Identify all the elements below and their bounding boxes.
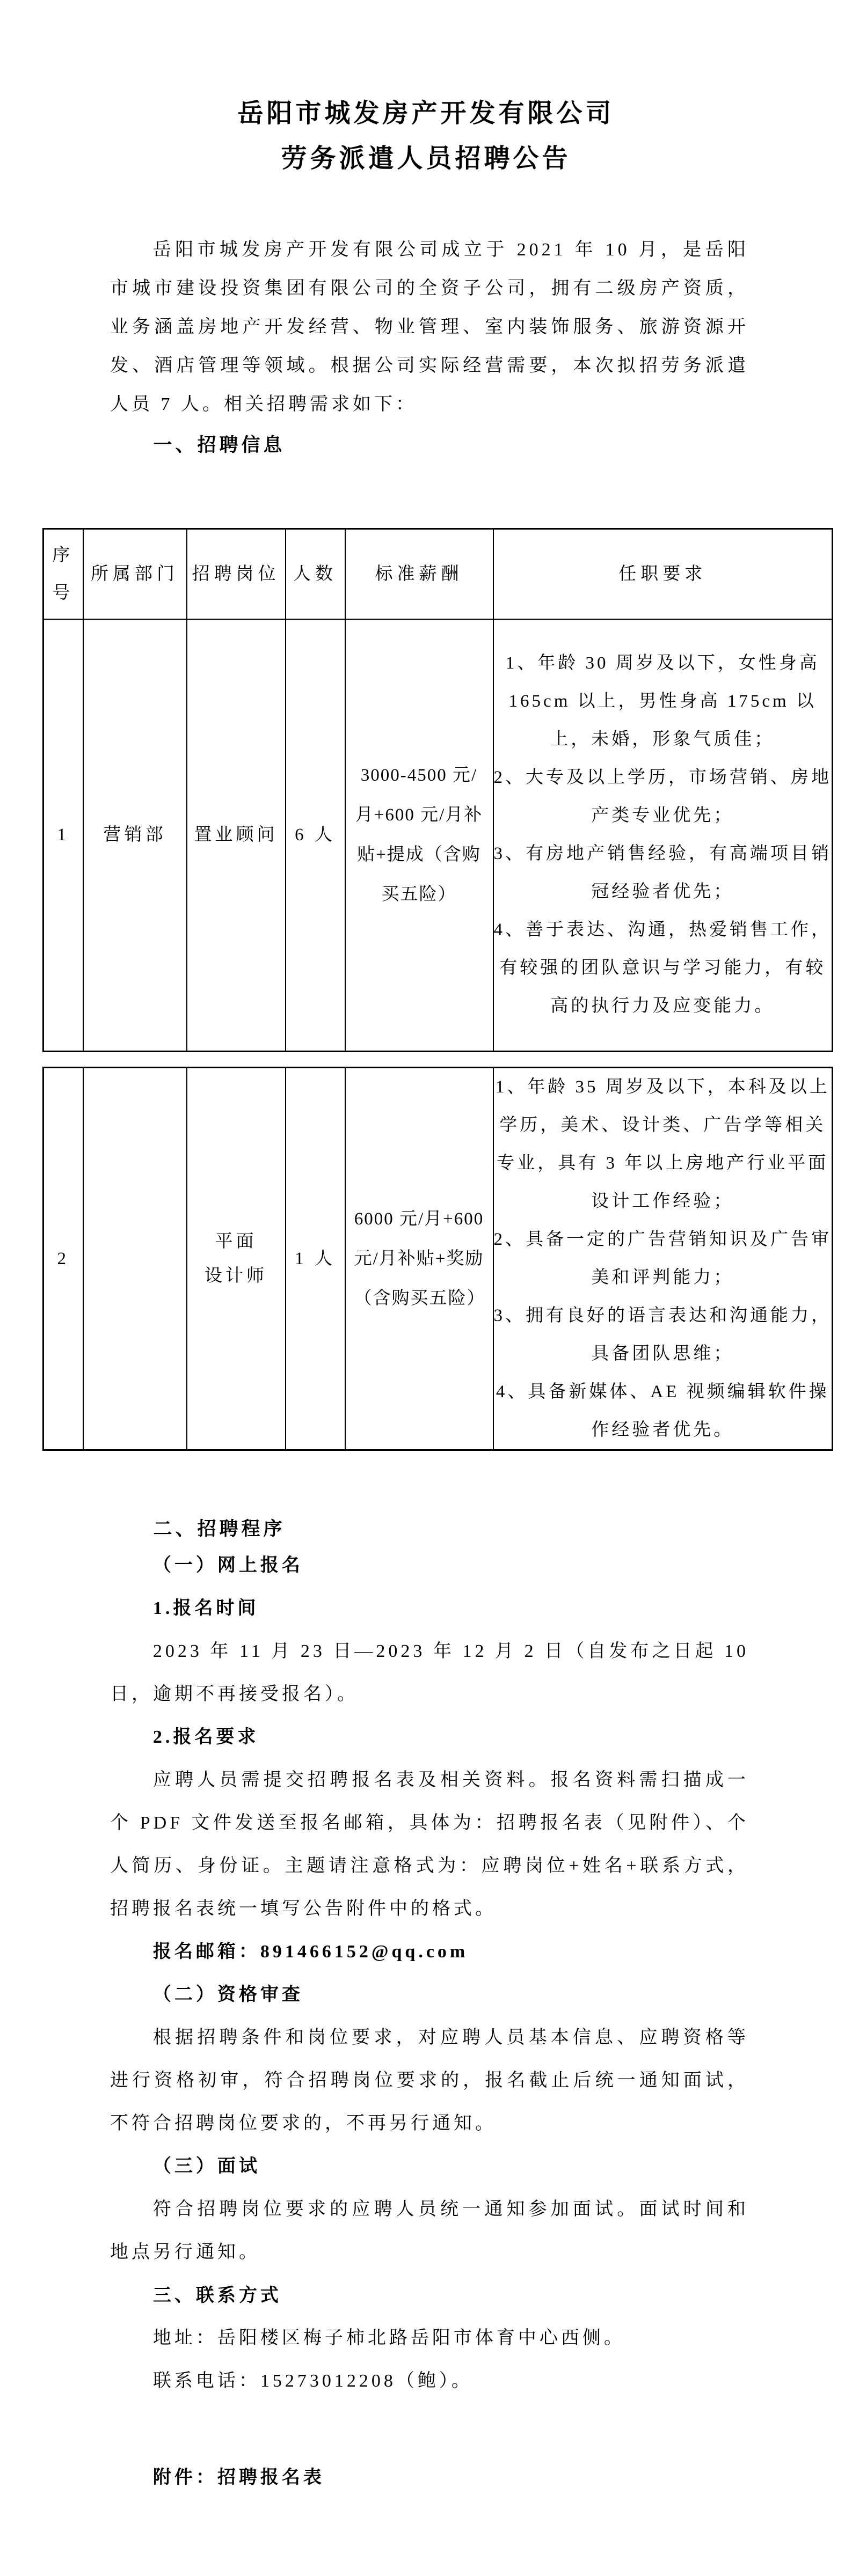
section-contact-heading: 三、联系方式 bbox=[152, 2285, 282, 2306]
cell-salary: 3000-4500 元/月+600 元/月补贴+提成（含购买五险） bbox=[345, 619, 493, 1052]
col-header-seq: 序号 bbox=[43, 529, 83, 619]
subheading-interview: （三）面试 bbox=[152, 2156, 260, 2176]
contact-address: 地址：岳阳楼区梅子柿北路岳阳市体育中心西侧。 bbox=[152, 2328, 625, 2348]
col-header-position: 招聘岗位 bbox=[187, 529, 286, 619]
table-row-2 bbox=[43, 1068, 833, 1450]
requirement-item: 4、善于表达、沟通，热爱销售工作，有较强的团队意识与学习能力，有较高的执行力及应变能力。 bbox=[493, 920, 832, 1016]
section-info-heading: 一、招聘信息 bbox=[153, 435, 286, 456]
cell-position: 平面 设计师 bbox=[187, 1068, 286, 1450]
cell-headcount: 6 人 bbox=[286, 619, 345, 1052]
signup-time-text: 2023 年 11 月 23 日—2023 年 12 月 2 日（自发布之日起 10 日，逾期不再接受报名）。 bbox=[110, 1641, 749, 1704]
requirement-item: 2、大专及以上学历，市场营销、房地产类专业优先； bbox=[493, 768, 832, 826]
signup-email-line: 报名邮箱：891466152@qq.com bbox=[152, 1942, 469, 1962]
subheading-signup-requirements: 2.报名要求 bbox=[152, 1727, 259, 1747]
requirement-item: 4、具备新媒体、AE 视频编辑软件操作经验者优先。 bbox=[496, 1382, 829, 1440]
cell-department bbox=[83, 1068, 187, 1450]
interview-text: 符合招聘岗位要求的应聘人员统一通知参加面试。面试时间和地点另行通知。 bbox=[110, 2199, 749, 2262]
cell-requirements bbox=[493, 1068, 833, 1450]
recruitment-table-part2 bbox=[42, 1067, 833, 1451]
cell-requirements bbox=[493, 619, 833, 1052]
col-header-requirements: 任职要求 bbox=[493, 529, 833, 619]
cell-headcount: 1 人 bbox=[286, 1068, 345, 1450]
col-header-salary: 标准薪酬 bbox=[345, 529, 493, 619]
requirement-item: 1、年龄 30 周岁及以下，女性身高 165cm 以上，男性身高 175cm 以上，未婚，形象气质佳； bbox=[505, 654, 820, 750]
cell-seq: 1 bbox=[43, 619, 83, 1052]
contact-phone: 联系电话：15273012208（鲍）。 bbox=[152, 2371, 473, 2391]
col-header-headcount: 人数 bbox=[286, 529, 345, 619]
cell-department: 营销部 bbox=[83, 619, 187, 1052]
table-header-row bbox=[43, 529, 833, 619]
requirement-item: 2、具备一定的广告营销知识及广告审美和评判能力； bbox=[493, 1230, 832, 1287]
subheading-online-signup: （一）网上报名 bbox=[152, 1555, 303, 1575]
requirement-item: 3、有房地产销售经验，有高端项目销冠经验者优先； bbox=[493, 844, 832, 902]
cell-salary: 6000 元/月+600 元/月补贴+奖励（含购买五险） bbox=[345, 1068, 493, 1450]
recruitment-table-part1 bbox=[42, 528, 833, 1052]
section-procedure-heading: 二、招聘程序 bbox=[153, 1518, 286, 1539]
signup-requirements-text: 应聘人员需提交招聘报名表及相关资料。报名资料需扫描成一个 PDF 文件发送至报名邮箱，具体为：招聘报名表（见附件）、个人简历、身份证。主题请注意格式为：应聘岗位+姓名+联系方式，招聘报名表统一填写公告附件中的格式。 bbox=[110, 1770, 749, 1919]
requirement-item: 3、拥有良好的语言表达和沟通能力，具备团队思维； bbox=[493, 1306, 832, 1363]
cell-position: 置业顾问 bbox=[187, 619, 286, 1052]
attachment-line: 附件：招聘报名表 bbox=[152, 2468, 325, 2487]
subheading-signup-time: 1.报名时间 bbox=[152, 1598, 259, 1618]
cell-seq: 2 bbox=[43, 1068, 83, 1450]
page-title-line2: 劳务派遣人员招聘公告 bbox=[281, 144, 571, 173]
table-row-1 bbox=[43, 619, 833, 1052]
page-title bbox=[0, 0, 852, 181]
subheading-qualification-review: （二）资格审查 bbox=[152, 1985, 303, 2005]
page-title-line1: 岳阳市城发房产开发有限公司 bbox=[237, 99, 615, 128]
qualification-review-text: 根据招聘条件和岗位要求，对应聘人员基本信息、应聘资格等进行资格初审，符合招聘岗位要求的，报名截止后统一通知面试，不符合招聘岗位要求的，不再另行通知。 bbox=[110, 2028, 749, 2133]
intro-paragraph: 岳阳市城发房产开发有限公司成立于 2021 年 10 月，是岳阳市城市建设投资集团有限公司的全资子公司，拥有二级房产资质，业务涵盖房地产开发经营、物业管理、室内装饰服务、旅游资源开发、酒店管理等领域。根据公司实际经营需要，本次拟招劳务派遣人员 7 人。相关招聘需求如下： bbox=[110, 240, 749, 414]
requirement-item: 1、年龄 35 周岁及以下，本科及以上学历，美术、设计类、广告学等相关专业，具有 3 年以上房地产行业平面设计工作经验； bbox=[495, 1077, 830, 1211]
col-header-department: 所属部门 bbox=[83, 529, 187, 619]
